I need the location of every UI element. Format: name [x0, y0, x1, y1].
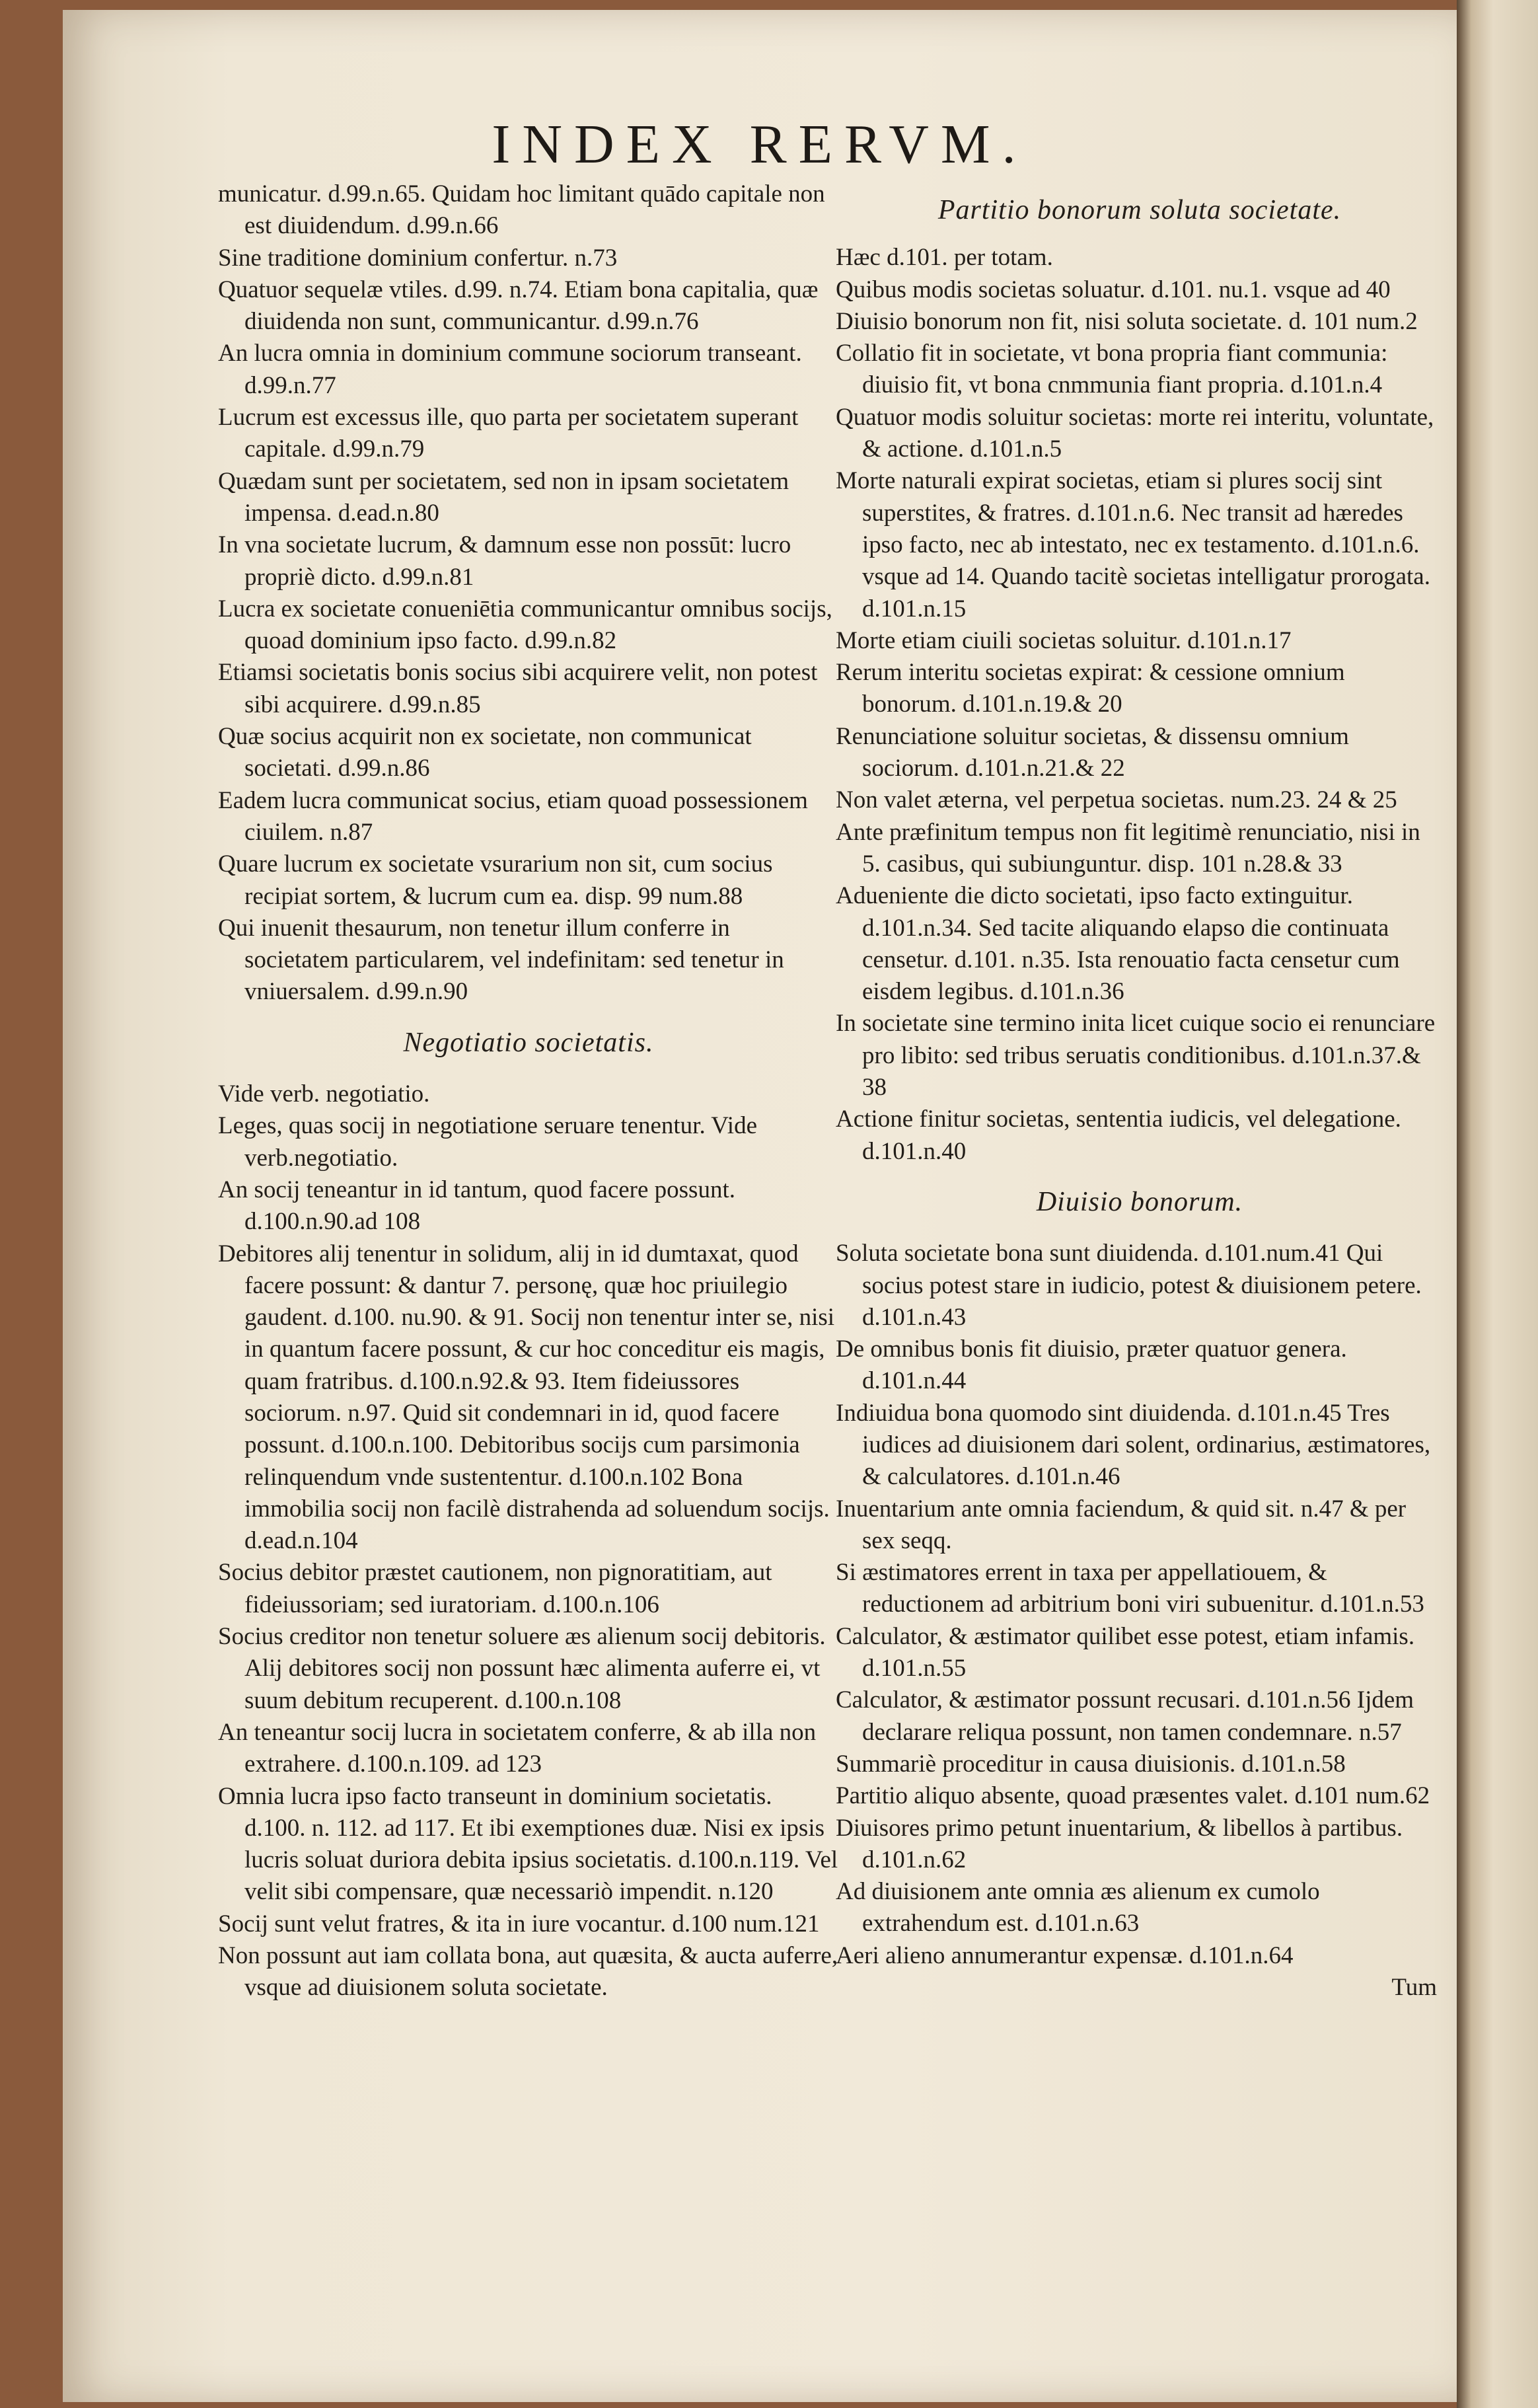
index-entry: An lucra omnia in dominium commune sociorum transeant. d.99.n.77 — [218, 340, 802, 399]
index-entry: Leges, quas socij in negotiatione seruare tenentur. Vide verb.negotiatio. — [218, 1112, 757, 1172]
index-entry: Quibus modis societas soluatur. d.101. nu.1. vsque ad 40 — [836, 276, 1391, 303]
right-column — [836, 178, 1444, 2004]
index-entry: municatur. d.99.n.65. Quidam hoc limitant quādo capitale non est diuidendum. d.99.n.66 — [218, 180, 825, 240]
index-entry: Socius debitor præstet cautionem, non pignoratitiam, aut fideiussoriam; sed iuratoriam. d.100.n.106 — [218, 1559, 772, 1618]
catchword: Tum — [1391, 1974, 1437, 2002]
index-entry: Inuentarium ante omnia faciendum, & quid sit. n.47 & per sex seqq. — [836, 1495, 1407, 1554]
index-entry: Quare lucrum ex societate vsurarium non sit, cum socius recipiat sortem, & lucrum cum ea. disp. 99 num.88 — [218, 850, 773, 910]
index-entry: De omnibus bonis fit diuisio, præter quatuor genera. d.101.n.44 — [836, 1336, 1347, 1395]
index-entry: Morte naturali expirat societas, etiam si plures socij sint superstites, & fratres. d.101.n.6. Nec transit ad hæredes ipso facto, nec ab intestato, nec ex testamento. d.101.n.6. vsque ad 14. Quando tacitè societas intelligatur prorogata. d.101.n.15 — [836, 467, 1430, 622]
index-entry: In vna societate lucrum, & damnum esse non possūt: lucro propriè dicto. d.99.n.81 — [218, 531, 791, 591]
index-entry: Quædam sunt per societatem, sed non in ipsam societatem impensa. d.ead.n.80 — [218, 467, 789, 527]
section-heading-negotiatio: Negotiatio societatis. — [403, 1027, 654, 1058]
index-entry: An socij teneantur in id tantum, quod facere possunt. d.100.n.90.ad 108 — [218, 1176, 735, 1236]
index-entry: Qui inuenit thesaurum, non tenetur illum conferre in societatem particularem, vel indefinitam: sed tenetur in vniuersalem. d.99.n.90 — [218, 914, 784, 1006]
index-entry: Quatuor sequelæ vtiles. d.99. n.74. Etiam bona capitalia, quæ diuidenda non sunt, communicantur. d.99.n.76 — [218, 276, 819, 336]
index-entry: Rerum interitu societas expirat: & cessione omnium bonorum. d.101.n.19.& 20 — [836, 659, 1345, 718]
index-entry: Partitio aliquo absente, quoad præsentes valet. d.101 num.62 — [836, 1782, 1430, 1810]
index-entry: Eadem lucra communicat socius, etiam quoad possessionem ciuilem. n.87 — [218, 786, 808, 846]
section-heading-diuisio: Diuisio bonorum. — [1036, 1186, 1243, 1217]
index-entry: In societate sine termino inita licet cuique socio ei renunciare pro libito: sed tribus seruatis conditionibus. d.101.n.37.& 38 — [836, 1010, 1436, 1102]
left-entries-a — [218, 178, 839, 1008]
index-entry: Socij sunt velut fratres, & ita in iure vocantur. d.100 num.121 — [218, 1910, 820, 1938]
index-entry: An teneantur socij lucra in societatem conferre, & ab illa non extrahere. d.100.n.109. ad 123 — [218, 1718, 817, 1778]
index-entry: Sine traditione dominium confertur. n.73 — [218, 244, 618, 272]
index-entry: Actione finitur societas, sententia iudicis, vel delegatione. d.101.n.40 — [836, 1106, 1401, 1165]
index-entry: Summariè proceditur in causa diuisionis. d.101.n.58 — [836, 1750, 1346, 1778]
index-entry: Lucra ex societate conueniētia communicantur omnibus socijs, quoad dominium ipso facto. d.99.n.82 — [218, 595, 832, 655]
index-entry: Collatio fit in societate, vt bona propria fiant communia: diuisio fit, vt bona cnmmunia fiant propria. d.101.n.4 — [836, 340, 1388, 399]
index-entry: Debitores alij tenentur in solidum, alij in id dumtaxat, quod facere possunt: & dantur 7. personę, quæ hoc priuilegio gaudent. d.100. nu.90. & 91. Socij non tenentur inter se, nisi in quantum facere possunt, & cur hoc conceditur eis magis, quam fratribus. d.100.n.92.& 93. Item fideiussores sociorum. n.97. Quid sit condemnari in id, quod facere possunt. d.100.n.100. Debitoribus socijs cum parsimonia relinquendum vnde sustententur. d.100.n.102 Bona immobilia socij non facilè distrahenda ad soluendum socijs. d.ead.n.104 — [218, 1240, 835, 1555]
index-entry: Non possunt aut iam collata bona, aut quæsita, & aucta auferre, vsque ad diuisionem soluta societate. — [218, 1942, 838, 2002]
left-column — [218, 178, 839, 2004]
index-entry: Renunciatione soluitur societas, & dissensu omnium sociorum. d.101.n.21.& 22 — [836, 722, 1349, 782]
right-entries-b — [836, 1238, 1444, 1972]
index-entry: Ante præfinitum tempus non fit legitimè renunciatio, nisi in 5. casibus, qui subiunguntur. disp. 101 n.28.& 33 — [836, 818, 1420, 878]
index-entry: Non valet æterna, vel perpetua societas. num.23. 24 & 25 — [836, 786, 1397, 814]
index-entry: Vide verb. negotiatio. — [218, 1080, 430, 1108]
index-entry: Morte etiam ciuili societas soluitur. d.101.n.17 — [836, 626, 1292, 654]
index-entry: Aeri alieno annumerantur expensæ. d.101.n.64 — [836, 1941, 1294, 1969]
index-entry: Quatuor modis soluitur societas: morte rei interitu, voluntate, & actione. d.101.n.5 — [836, 403, 1434, 463]
index-entry: Soluta societate bona sunt diuidenda. d.101.num.41 Qui socius potest stare in iudicio, potest & diuisionem petere. d.101.n.43 — [836, 1240, 1422, 1331]
index-entry: Calculator, & æstimator possunt recusari. d.101.n.56 Ijdem declarare reliqua possunt, non tamen condemnare. n.57 — [836, 1686, 1414, 1746]
index-entry: Etiamsi societatis bonis socius sibi acquirere velit, non potest sibi acquirere. d.99.n.85 — [218, 659, 818, 718]
index-entry: Calculator, & æstimator quilibet esse potest, etiam infamis. d.101.n.55 — [836, 1622, 1415, 1682]
index-entry: Diuisio bonorum non fit, nisi soluta societate. d. 101 num.2 — [836, 307, 1418, 335]
page-edge — [1457, 0, 1538, 2408]
right-entries-a — [836, 242, 1444, 1168]
index-entry: Si æstimatores errent in taxa per appellatiouem, & reductionem ad arbitrium boni viri subuenitur. d.101.n.53 — [836, 1559, 1424, 1618]
index-entry: Omnia lucra ipso facto transeunt in dominium societatis. d.100. n. 112. ad 117. Et ibi exemptiones duæ. Nisi ex ipsis lucris soluat duriora debita ipsius societatis. d.100.n.119. Vel velit sibi compensare, quæ necessariò impendit. n.120 — [218, 1782, 838, 1906]
left-entries-b — [218, 1078, 839, 2004]
index-entry: Indiuidua bona quomodo sint diuidenda. d.101.n.45 Tres iudices ad diuisionem dari solent, ordinarius, æstimatores, & calculatores. d.101.n.46 — [836, 1399, 1431, 1491]
index-entry: Lucrum est excessus ille, quo parta per societatem superant capitale. d.99.n.79 — [218, 404, 799, 463]
index-entry: Diuisores primo petunt inuentarium, & libellos à partibus. d.101.n.62 — [836, 1814, 1403, 1873]
index-entry: Ad diuisionem ante omnia æs alienum ex cumolo extrahendum est. d.101.n.63 — [836, 1878, 1320, 1938]
index-entry: Hæc d.101. per totam. — [836, 244, 1053, 272]
page-header: INDEX RERVM. — [492, 114, 1028, 175]
section-heading-partitio: Partitio bonorum soluta societate. — [937, 195, 1342, 225]
index-entry: Adueniente die dicto societati, ipso facto extinguitur. d.101.n.34. Sed tacite aliquando elapso die continuata censetur. d.101. n.35. Ista renouatio facta censetur cum eisdem legibus. d.101.n.36 — [836, 882, 1400, 1006]
index-entry: Socius creditor non tenetur soluere æs alienum socij debitoris. Alij debitores socij non possunt hæc alimenta auferre ei, vt suum debitum recuperent. d.100.n.108 — [218, 1623, 826, 1714]
index-entry: Quæ socius acquirit non ex societate, non communicat societati. d.99.n.86 — [218, 723, 752, 782]
